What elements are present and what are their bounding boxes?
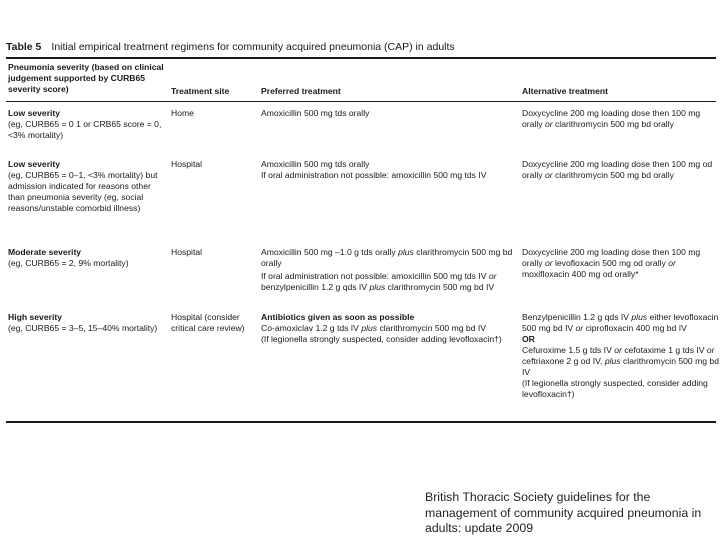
- header-preferred: Preferred treatment: [261, 86, 341, 96]
- table-number: Table 5: [6, 41, 42, 53]
- row1-severity: Low severity (eg, CURB65 = 0 1 or CRB65 score = 0, <3% mortality): [8, 108, 162, 140]
- top-rule: [6, 57, 716, 59]
- row3-site: Hospital: [171, 247, 203, 257]
- row2-site: Hospital: [171, 159, 203, 169]
- header-site: Treatment site: [171, 86, 230, 96]
- header-alternative: Alternative treatment: [522, 86, 608, 96]
- row2-preferred: Amoxicillin 500 mg tds orally If oral administration not possible: amoxicillin 500 mg tds IV: [261, 159, 487, 180]
- row3-severity: Moderate severity (eg, CURB65 = 2, 9% mortality): [8, 247, 129, 268]
- table-title: Initial empirical treatment regimens for community acquired pneumonia (CAP) in adults: [51, 41, 455, 53]
- row1-alternative: Doxycycline 200 mg loading dose then 100 mg orally or clarithromycin 500 mg bd orally: [522, 108, 701, 129]
- row4-preferred: Antibiotics given as soon as possible Co-amoxiclav 1.2 g tds IV plus clarithromycin 500 mg bd IV (If legionella strongly suspected, consider adding levofloxacin†): [261, 312, 502, 344]
- source-citation: British Thoracic Society guidelines for the management of community acquired pneumonia in adults: update 2009: [425, 490, 702, 535]
- row1-site: Home: [171, 108, 194, 118]
- row1-preferred: Amoxicillin 500 mg tds orally: [261, 108, 370, 118]
- header-severity: Pneumonia severity (based on clinical judgement supported by CURB65 severity score): [8, 62, 164, 94]
- row3-preferred: Amoxicillin 500 mg –1.0 g tds orally plus clarithromycin 500 mg bd orally If oral administration not possible: amoxicillin 500 mg tds IV or benzylpenicillin 1.2 g qds IV plus clarithromycin 500 mg bd IV: [261, 247, 513, 292]
- row4-alternative: Benzylpenicillin 1.2 g qds IV plus either levofloxacin 500 mg bd IV or ciprofloxacin 400 mg bd IV OR Cefuroxime 1.5 g tds IV or cefotaxime 1 g tds IV or ceftriaxone 2 g od IV, plus clarithromycin 500 mg bd IV (If legionella strongly suspected, consider adding levofloxacin†): [522, 312, 719, 399]
- row2-alternative: Doxycycline 200 mg loading dose then 100 mg od orally or clarithromycin 500 mg bd orally: [522, 159, 713, 180]
- header-rule: [6, 101, 716, 102]
- table-caption: [6, 41, 716, 54]
- bottom-rule: [6, 421, 716, 423]
- row3-alternative: Doxycycline 200 mg loading dose then 100 mg orally or levofloxacin 500 mg od orally or moxifloxacin 400 mg od orally*: [522, 247, 701, 279]
- row2-severity: Low severity (eg, CURB65 = 0–1, <3% mortality) but admission indicated for reasons other than pneumonia severity (eg, social reasons/unstable comorbid illness): [8, 159, 158, 213]
- row4-site: Hospital (consider critical care review): [171, 312, 245, 333]
- row4-severity: High severity (eg, CURB65 = 3–5, 15–40% mortality): [8, 312, 158, 333]
